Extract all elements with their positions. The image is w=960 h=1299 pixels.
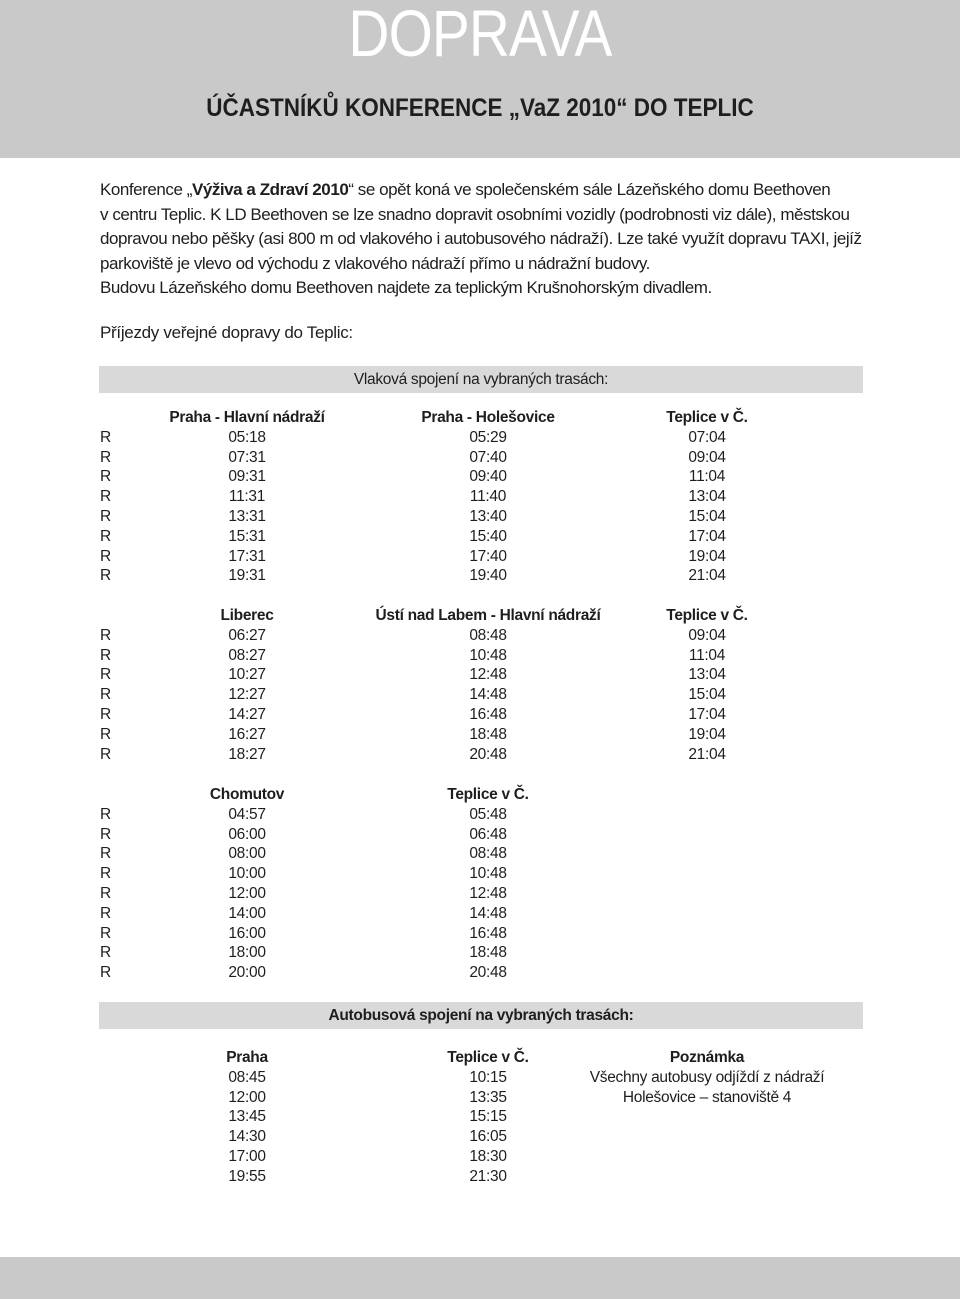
table-row (0, 1147, 960, 1167)
time-cell: 13:35 (469, 1088, 507, 1106)
time-cell: 10:27 (228, 666, 266, 684)
time-cell: 12:00 (228, 884, 266, 902)
train-type-cell: R (100, 865, 111, 883)
intro-paragraph (100, 178, 880, 301)
train-type-cell: R (100, 705, 111, 723)
table-row (0, 705, 960, 725)
intro-line: v centru Teplic. K LD Beethoven se lze snadno dopravit osobními vozidly (podrobnosti viz dále), městskou (100, 204, 850, 224)
table-row (0, 665, 960, 685)
train-type-cell: R (100, 964, 111, 982)
table-row (0, 884, 960, 904)
time-cell: 12:27 (228, 686, 266, 704)
time-cell: 07:04 (688, 428, 726, 446)
time-cell: 10:48 (469, 646, 507, 664)
time-cell: 13:31 (228, 507, 266, 525)
train-type-cell: R (100, 507, 111, 525)
time-cell: 14:48 (469, 686, 507, 704)
time-cell: 10:15 (469, 1068, 507, 1086)
time-cell: 06:48 (469, 825, 507, 843)
table-row (0, 725, 960, 745)
time-cell: 18:48 (469, 944, 507, 962)
time-cell: 12:00 (228, 1088, 266, 1106)
time-cell: 12:48 (469, 666, 507, 684)
train-type-cell: R (100, 845, 111, 863)
intro-line: parkoviště je vlevo od východu z vlakového nádraží přímo u nádražní budovy. (100, 253, 650, 273)
time-cell: 05:29 (469, 428, 507, 446)
time-cell: 09:04 (688, 626, 726, 644)
arrivals-label: Příjezdy veřejné dopravy do Teplic: (100, 323, 353, 342)
train-type-cell: R (100, 428, 111, 446)
table-row (0, 547, 960, 567)
train-type-cell: R (100, 626, 111, 644)
time-cell: 08:48 (469, 845, 507, 863)
train-type-cell: R (100, 527, 111, 545)
time-cell: 09:04 (688, 448, 726, 466)
page-title: DOPRAVA (348, 0, 612, 70)
table-row (0, 963, 960, 983)
intro-line: Budovu Lázeňského domu Beethoven najdete za teplickým Krušnohorským divadlem. (100, 278, 712, 297)
table-row (0, 1107, 960, 1127)
intro-line: dopravou nebo pěšky (asi 800 m od vlakového i autobusového nádraží). Lze také využít dopravu TAXI, jejíž (100, 229, 862, 248)
time-cell: 14:30 (228, 1128, 266, 1146)
table-row (0, 566, 960, 586)
column-header: Praha - Hlavní nádraží (169, 409, 325, 426)
train-type-cell: R (100, 904, 111, 922)
time-cell: 16:27 (228, 725, 266, 743)
column-header: Praha (226, 1049, 268, 1066)
time-cell: 11:04 (688, 468, 726, 486)
time-cell: 15:40 (469, 527, 507, 545)
train-type-cell: R (100, 547, 111, 565)
time-cell: 07:40 (469, 448, 507, 466)
time-cell: 06:27 (228, 626, 266, 644)
column-header: Chomutov (209, 786, 285, 803)
time-cell: 16:00 (228, 924, 266, 942)
table-row (0, 805, 960, 825)
time-cell: 13:04 (688, 666, 726, 684)
time-cell: 09:40 (469, 468, 507, 486)
table-header-row (0, 408, 960, 428)
time-cell: 15:04 (688, 507, 726, 525)
table-row (0, 626, 960, 646)
time-cell: 19:04 (688, 547, 726, 565)
train-type-cell: R (100, 825, 111, 843)
table-row (0, 844, 960, 864)
time-cell: 09:31 (228, 468, 266, 486)
bus-table (0, 1048, 960, 1187)
train-type-cell: R (100, 666, 111, 684)
time-cell: 21:30 (469, 1167, 507, 1185)
table-row (0, 507, 960, 527)
time-cell: 13:40 (469, 507, 507, 525)
header-band (0, 0, 960, 158)
train-table-liberec (0, 606, 960, 764)
page-subtitle: ÚČASTNÍKŮ KONFERENCE „VaZ 2010“ DO TEPLIC (206, 94, 754, 122)
time-cell: 15:31 (228, 527, 266, 545)
time-cell: 08:00 (228, 845, 266, 863)
time-cell: 15:15 (469, 1108, 507, 1126)
time-cell: 16:48 (469, 705, 507, 723)
time-cell: 07:31 (228, 448, 266, 466)
column-header: Liberec (220, 607, 274, 624)
time-cell: 11:40 (469, 488, 507, 506)
table-row (0, 924, 960, 944)
time-cell: 05:48 (469, 805, 507, 823)
time-cell: 18:30 (469, 1147, 507, 1165)
time-cell: 08:45 (228, 1068, 266, 1086)
time-cell: 05:18 (228, 428, 266, 446)
table-row (0, 1127, 960, 1147)
time-cell: 12:48 (469, 884, 507, 902)
time-cell: 17:40 (469, 547, 507, 565)
time-cell: 14:48 (469, 904, 507, 922)
table-row (0, 527, 960, 547)
intro-line: Konference „Výživa a Zdraví 2010“ se opět koná ve společenském sále Lázeňského domu Beethoven (100, 180, 831, 199)
table-row (0, 467, 960, 487)
time-cell: 17:00 (228, 1147, 266, 1165)
table-row (0, 745, 960, 765)
time-cell: 10:48 (469, 865, 507, 883)
time-cell: 19:55 (228, 1167, 266, 1185)
column-header: Praha - Holešovice (421, 409, 555, 426)
bus-note (590, 1068, 825, 1108)
time-cell: 16:48 (469, 924, 507, 942)
train-type-cell: R (100, 686, 111, 704)
table-row (0, 428, 960, 448)
table-row (0, 825, 960, 845)
bus-section-band: Autobusová spojení na vybraných trasách: (99, 1002, 863, 1029)
time-cell: 11:31 (228, 488, 266, 506)
table-row (0, 487, 960, 507)
time-cell: 13:04 (688, 488, 726, 506)
train-type-cell: R (100, 924, 111, 942)
footer-band (0, 1257, 960, 1299)
time-cell: 21:04 (688, 745, 726, 763)
time-cell: 08:27 (228, 646, 266, 664)
time-cell: 20:48 (469, 964, 507, 982)
train-type-cell: R (100, 488, 111, 506)
time-cell: 15:04 (688, 686, 726, 704)
train-type-cell: R (100, 884, 111, 902)
time-cell: 18:00 (228, 944, 266, 962)
train-type-cell: R (100, 468, 111, 486)
time-cell: 11:04 (688, 646, 726, 664)
train-type-cell: R (100, 805, 111, 823)
column-header: Teplice v Č. (666, 409, 748, 426)
time-cell: 19:31 (228, 567, 266, 585)
time-cell: 18:48 (469, 725, 507, 743)
time-cell: 20:00 (228, 964, 266, 982)
train-type-cell: R (100, 646, 111, 664)
column-header: Teplice v Č. (666, 607, 748, 624)
train-table-chomutov (0, 785, 960, 983)
train-type-cell: R (100, 745, 111, 763)
column-header: Teplice v Č. (447, 1049, 529, 1066)
table-header-row (0, 785, 960, 805)
train-type-cell: R (100, 448, 111, 466)
table-row (0, 685, 960, 705)
table-row (0, 646, 960, 666)
train-type-cell: R (100, 944, 111, 962)
train-type-cell: R (100, 567, 111, 585)
time-cell: 06:00 (228, 825, 266, 843)
column-header: Teplice v Č. (447, 786, 529, 803)
time-cell: 08:48 (469, 626, 507, 644)
bus-note-line: Holešovice – stanoviště 4 (622, 1088, 792, 1106)
time-cell: 17:04 (688, 527, 726, 545)
time-cell: 17:04 (688, 705, 726, 723)
table-row (0, 904, 960, 924)
time-cell: 04:57 (228, 805, 266, 823)
train-section-band: Vlaková spojení na vybraných trasách: (99, 366, 863, 393)
time-cell: 17:31 (228, 547, 266, 565)
table-row (0, 448, 960, 468)
bus-note-line: Všechny autobusy odjíždí z nádraží (589, 1068, 825, 1086)
time-cell: 19:40 (469, 567, 507, 585)
column-header: Ústí nad Labem - Hlavní nádraží (375, 607, 601, 624)
time-cell: 14:00 (228, 904, 266, 922)
table-row (0, 943, 960, 963)
table-header-row (0, 1048, 960, 1068)
train-table-praha (0, 408, 960, 586)
table-row (0, 864, 960, 884)
time-cell: 18:27 (228, 745, 266, 763)
table-header-row (0, 606, 960, 626)
table-row (0, 1167, 960, 1187)
time-cell: 16:05 (469, 1128, 507, 1146)
time-cell: 21:04 (688, 567, 726, 585)
time-cell: 14:27 (228, 705, 266, 723)
time-cell: 10:00 (228, 865, 266, 883)
time-cell: 19:04 (688, 725, 726, 743)
time-cell: 13:45 (228, 1108, 266, 1126)
time-cell: 20:48 (469, 745, 507, 763)
train-type-cell: R (100, 725, 111, 743)
column-header: Poznámka (669, 1049, 745, 1066)
